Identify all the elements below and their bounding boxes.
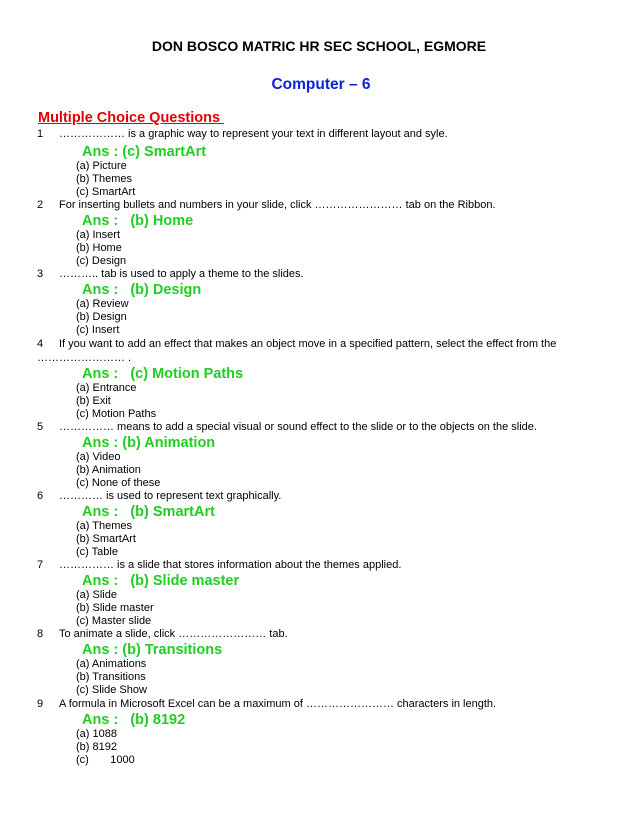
question-body: ……………… is a graphic way to represent your text in different layout and syle. <box>59 128 448 140</box>
option-c: (c) Table <box>76 546 118 558</box>
question-body: For inserting bullets and numbers in your slide, click …………………… tab on the Ribbon. <box>59 199 496 211</box>
section-heading: Multiple Choice Questions <box>38 110 225 126</box>
question-text <box>37 421 537 434</box>
school-title: DON BOSCO MATRIC HR SEC SCHOOL, EGMORE <box>151 38 487 54</box>
option-c: (c) Slide Show <box>76 684 147 696</box>
question-body: …………… means to add a special visual or sound effect to the slide or to the objects on the slide. <box>59 421 537 433</box>
option-b: (b) Slide master <box>76 602 154 614</box>
question-number: 9 <box>37 698 44 710</box>
question-text <box>37 628 288 641</box>
option-c: (c) Design <box>76 255 127 267</box>
answer-line: Ans : (c) SmartArt <box>82 144 207 160</box>
option-b: (b) SmartArt <box>76 533 136 545</box>
question-number: 4 <box>37 338 44 350</box>
question-body: …………… is a slide that stores information about the themes applied. <box>59 559 402 571</box>
question-number: 5 <box>37 421 44 433</box>
option-a: (a) 1088 <box>76 728 117 740</box>
option-b: (b) Animation <box>76 464 141 476</box>
question-text <box>37 128 448 141</box>
question-number: 2 <box>37 199 44 211</box>
option-b: (b) 8192 <box>76 741 117 753</box>
question-body: ……….. tab is used to apply a theme to the slides. <box>59 268 304 280</box>
option-a: (a) Review <box>76 298 129 310</box>
option-a: (a) Slide <box>76 589 117 601</box>
question-text <box>37 338 556 351</box>
question-body: ………… is used to represent text graphically. <box>59 490 282 502</box>
option-c: (c) 1000 <box>76 754 135 766</box>
question-body: To animate a slide, click …………………… tab. <box>59 628 288 640</box>
question-number: 7 <box>37 559 44 571</box>
option-a: (a) Entrance <box>76 382 137 394</box>
question-number: 6 <box>37 490 44 502</box>
question-number: 8 <box>37 628 44 640</box>
answer-line: Ans : (b) Transitions <box>82 642 223 658</box>
option-b: (b) Transitions <box>76 671 146 683</box>
answer-line: Ans : (b) Design <box>82 282 202 298</box>
question-body: If you want to add an effect that makes an object move in a specified pattern, select the effect from the <box>59 338 557 350</box>
answer-line: Ans : (b) Slide master <box>82 573 240 589</box>
option-a: (a) Video <box>76 451 121 463</box>
option-b: (b) Design <box>76 311 127 323</box>
question-continuation: …………………… . <box>37 352 132 364</box>
answer-line: Ans : (b) SmartArt <box>82 504 215 520</box>
question-text <box>37 559 401 572</box>
option-c: (c) Motion Paths <box>76 408 157 420</box>
question-text <box>37 199 496 212</box>
subject-heading: Computer – 6 <box>271 76 371 93</box>
option-a: (a) Picture <box>76 160 127 172</box>
option-a: (a) Insert <box>76 229 121 241</box>
option-b: (b) Home <box>76 242 122 254</box>
question-text <box>37 698 496 711</box>
option-b: (b) Themes <box>76 173 133 185</box>
answer-line: Ans : (c) Motion Paths <box>82 366 244 382</box>
option-c: (c) Master slide <box>76 615 152 627</box>
question-number: 1 <box>37 128 44 140</box>
option-c: (c) SmartArt <box>76 186 136 198</box>
option-c: (c) Insert <box>76 324 120 336</box>
option-a: (a) Themes <box>76 520 133 532</box>
question-number: 3 <box>37 268 44 280</box>
option-a: (a) Animations <box>76 658 147 670</box>
answer-line: Ans : (b) 8192 <box>82 712 186 728</box>
answer-line: Ans : (b) Animation <box>82 435 216 451</box>
question-text <box>37 490 281 503</box>
option-c: (c) None of these <box>76 477 161 489</box>
question-text <box>37 268 304 281</box>
option-b: (b) Exit <box>76 395 111 407</box>
question-body: A formula in Microsoft Excel can be a maximum of …………………… characters in length. <box>59 698 497 710</box>
answer-line: Ans : (b) Home <box>82 213 194 229</box>
